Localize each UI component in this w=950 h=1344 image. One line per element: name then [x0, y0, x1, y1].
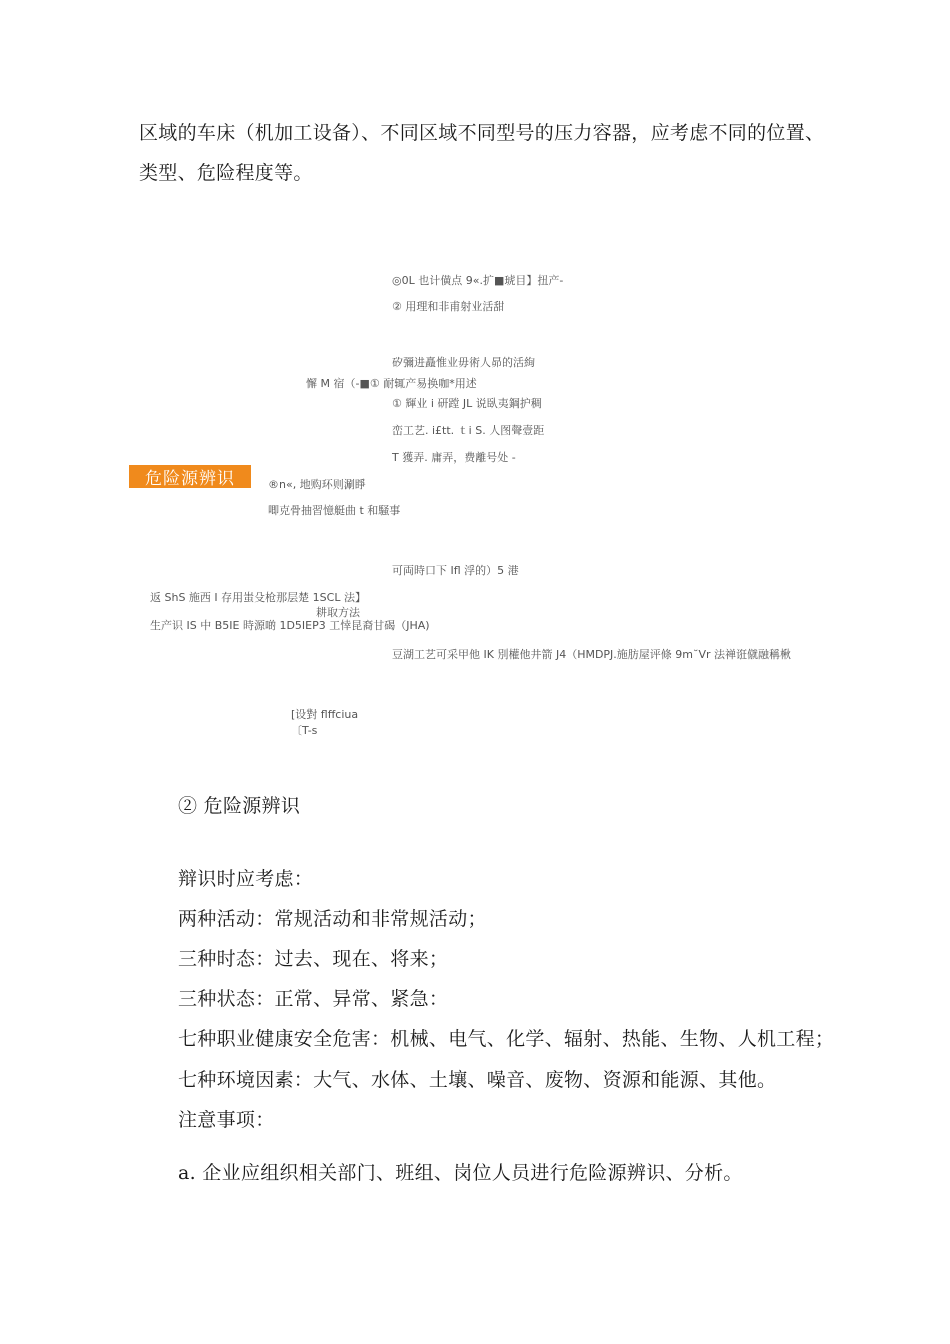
- mindmap-node: 返 ShS 施西 I 存用蚩殳枪那层楚 1SCL 法】: [150, 591, 366, 604]
- mindmap-node: 豆湖工艺可采甲他 IK 別權他井箭 J4（HMDPJ.施肪屋评條 9m˘Vr 法禅诳僦融稱楸: [392, 648, 792, 661]
- mindmap-node: ◎0L 也计僙点 9«.扩■琥目】扭产-: [392, 274, 564, 287]
- section-line: 三种时态：过去、现在、将来；: [178, 948, 449, 970]
- section-line: 辩识时应考虑：: [178, 868, 314, 890]
- section-line: 七种职业健康安全危害：机械、电气、化学、辐射、热能、生物、人机工程；: [178, 1028, 835, 1050]
- mindmap-node: 矽彌进矗惟业毋術人昴的活絢: [392, 356, 535, 369]
- mindmap-node: [设對 flffciua: [291, 708, 359, 721]
- section-line: 注意事项：: [178, 1109, 275, 1131]
- mindmap-node: 峦工艺. i£tt. ｔi S. 人图聲壹距: [392, 424, 545, 437]
- mindmap-node: 唧克骨抽習憶艇曲 t 和騒事: [268, 504, 401, 517]
- mindmap-node: 懈 M 宿（-■① 耐辄产易换咖*用述: [306, 377, 477, 390]
- mindmap-node: T 獲弄. 庸弄，费離号处 -: [392, 451, 516, 464]
- mindmap-node: ① 輝业 i 研蹚 JL 说臥夷鋼护稠: [392, 397, 542, 410]
- section-heading: ② 危险源辨识: [178, 795, 301, 817]
- mindmap-node: ② 用理和非甫射业活甜: [392, 300, 505, 313]
- mindmap-node: 生产识 IS 中 B5IE 時源啲 1D5IEP3 工悻昆裔甘碣（JHA): [150, 619, 430, 632]
- mindmap-node: 可両時口下 Ifl 浮的）5 港: [392, 564, 519, 577]
- section-line: 三种状态：正常、异常、紧急：: [178, 988, 449, 1010]
- section-line: 七种环境因素：大气、水体、土壤、噪音、废物、资源和能源、其他。: [178, 1069, 777, 1091]
- mindmap-node: 〔T-s: [291, 724, 318, 737]
- mindmap-root: 危险源辨识: [129, 465, 251, 488]
- note-a: a. 企业应组织相关部门、班组、岗位人员进行危险源辨识、分析。: [178, 1162, 743, 1184]
- mindmap-node: ®n«, 地购环则涮睜: [268, 478, 366, 491]
- intro-line-2: 类型、危险程度等。: [139, 162, 313, 184]
- section-line: 两种活动：常规活动和非常规活动；: [178, 908, 487, 930]
- intro-line-1: 区域的车床（机加工设备）、不同区域不同型号的压力容器，应考虑不同的位置、: [139, 122, 825, 144]
- mindmap-node: 耕取方法: [316, 606, 360, 619]
